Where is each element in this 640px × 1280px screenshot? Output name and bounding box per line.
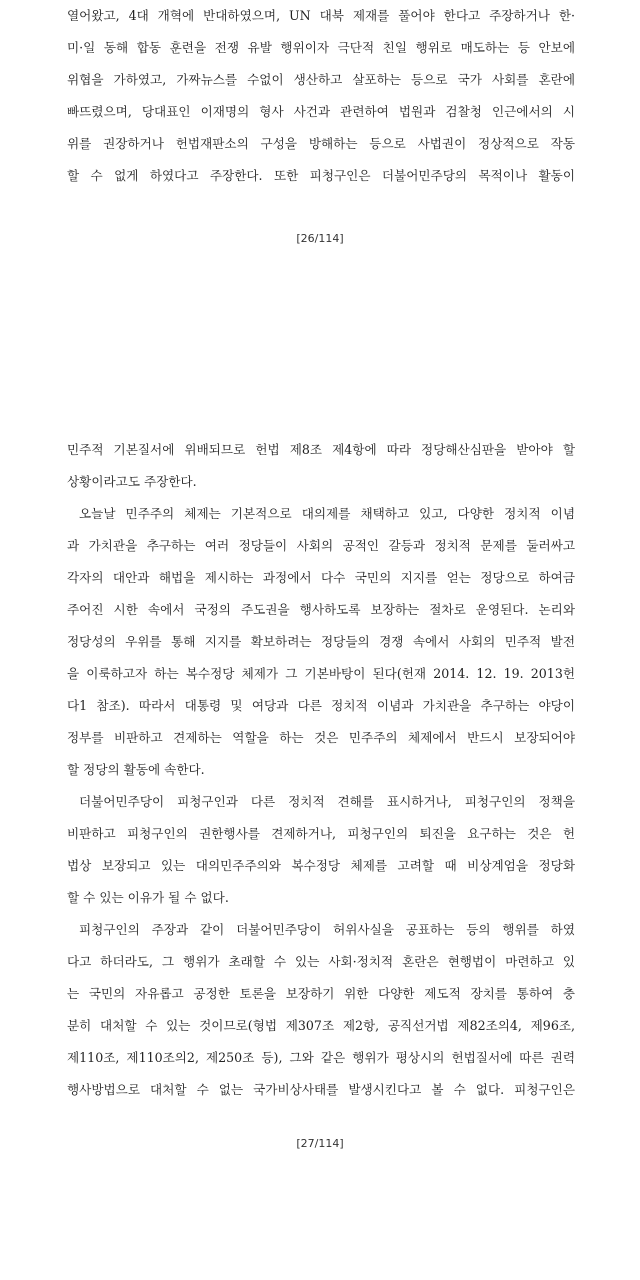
text-line: 미·일 동해 합동 훈련을 전쟁 유발 행위이자 극단적 친일 행위로 매도하는 등 안보에 (67, 40, 575, 55)
text-line: 다고 하더라도, 그 행위가 초래할 수 있는 사회·정치적 혼란은 현행법이 마련하고 있 (67, 954, 575, 969)
text-line: 분히 대처할 수 있는 것이므로(형법 제307조 제2항, 공직선거법 제82조의4, 제96조, (67, 1018, 575, 1033)
text-line: 는 국민의 자유롭고 공정한 토론을 보장하기 위한 다양한 제도적 장치를 통하여 충 (67, 986, 575, 1001)
text-line: 위를 권장하거나 헌법재판소의 구성을 방해하는 등으로 사법권이 정상적으로 작동 (67, 136, 575, 151)
text-line: 과 가치관을 추구하는 여러 정당들이 사회의 공적인 갈등과 정치적 문제를 둘러싸고 (67, 538, 575, 553)
text-line: 법상 보장되고 있는 대의민주주의와 복수정당 체제를 고려할 때 비상계엄을 정당화 (67, 858, 575, 873)
text-line: 을 이룩하고자 하는 복수정당 체제가 그 기본바탕이 된다(헌재 2014. 12. 19. 2013헌 (67, 666, 575, 681)
text-line: 열어왔고, 4대 개혁에 반대하였으며, UN 대북 제재를 풀어야 한다고 주장하거나 한· (67, 8, 575, 23)
page-26-text-block (67, 0, 575, 192)
text-line: 위협을 가하였고, 가짜뉴스를 수없이 생산하고 살포하는 등으로 국가 사회를 혼란에 (67, 72, 575, 87)
text-line: 빠뜨렸으며, 당대표인 이재명의 형사 사건과 관련하여 법원과 검찰청 인근에서의 시 (67, 104, 575, 119)
text-line: 주어진 시한 속에서 국정의 주도권을 행사하도록 보장하는 절차로 운영된다. 논리와 (67, 602, 575, 617)
text-line: 할 수 없게 하였다고 주장한다. 또한 피청구인은 더불어민주당의 목적이나 활동이 (67, 168, 575, 183)
paragraph (67, 498, 575, 786)
text-line: 행사방법으로 대처할 수 없는 국가비상사태를 발생시킨다고 볼 수 없다. 피청구인은 (67, 1082, 575, 1097)
text-line: 다1 참조). 따라서 대통령 및 여당과 다른 정치적 이념과 가치관을 추구하는 야당이 (67, 698, 575, 713)
page-number-26: [26/114] (296, 232, 344, 245)
text-line: 정부를 비판하고 견제하는 역할을 하는 것은 민주주의 체제에서 반드시 보장되어야 (67, 730, 575, 745)
text-line: 상황이라고도 주장한다. (67, 474, 197, 489)
paragraph (67, 786, 575, 914)
text-line: 오늘날 민주주의 체제는 기본적으로 대의제를 채택하고 있고, 다양한 정치적 이념 (79, 506, 575, 521)
text-line: 더불어민주당이 피청구인과 다른 정치적 견해를 표시하거나, 피청구인의 정책을 (79, 794, 575, 809)
text-line: 할 정당의 활동에 속한다. (67, 762, 205, 777)
text-line: 비판하고 피청구인의 권한행사를 견제하거나, 피청구인의 퇴진을 요구하는 것은 헌 (67, 826, 575, 841)
text-line: 할 수 있는 이유가 될 수 없다. (67, 890, 229, 905)
paragraph (67, 434, 575, 498)
paragraph (67, 914, 575, 1106)
text-line: 제110조, 제110조의2, 제250조 등), 그와 같은 행위가 평상시의 헌법질서에 따른 권력 (67, 1050, 575, 1065)
text-line: 민주적 기본질서에 위배되므로 헌법 제8조 제4항에 따라 정당해산심판을 받아야 할 (67, 442, 575, 457)
page-27-text-block (67, 434, 575, 1106)
text-line: 피청구인의 주장과 같이 더불어민주당이 허위사실을 공표하는 등의 행위를 하였 (79, 922, 575, 937)
text-line: 정당성의 우위를 통해 지지를 확보하려는 정당들의 경쟁 속에서 사회의 민주적 발전 (67, 634, 575, 649)
page-number-27: [27/114] (296, 1137, 344, 1150)
text-line: 각자의 대안과 해법을 제시하는 과정에서 다수 국민의 지지를 얻는 정당으로 하여금 (67, 570, 575, 585)
